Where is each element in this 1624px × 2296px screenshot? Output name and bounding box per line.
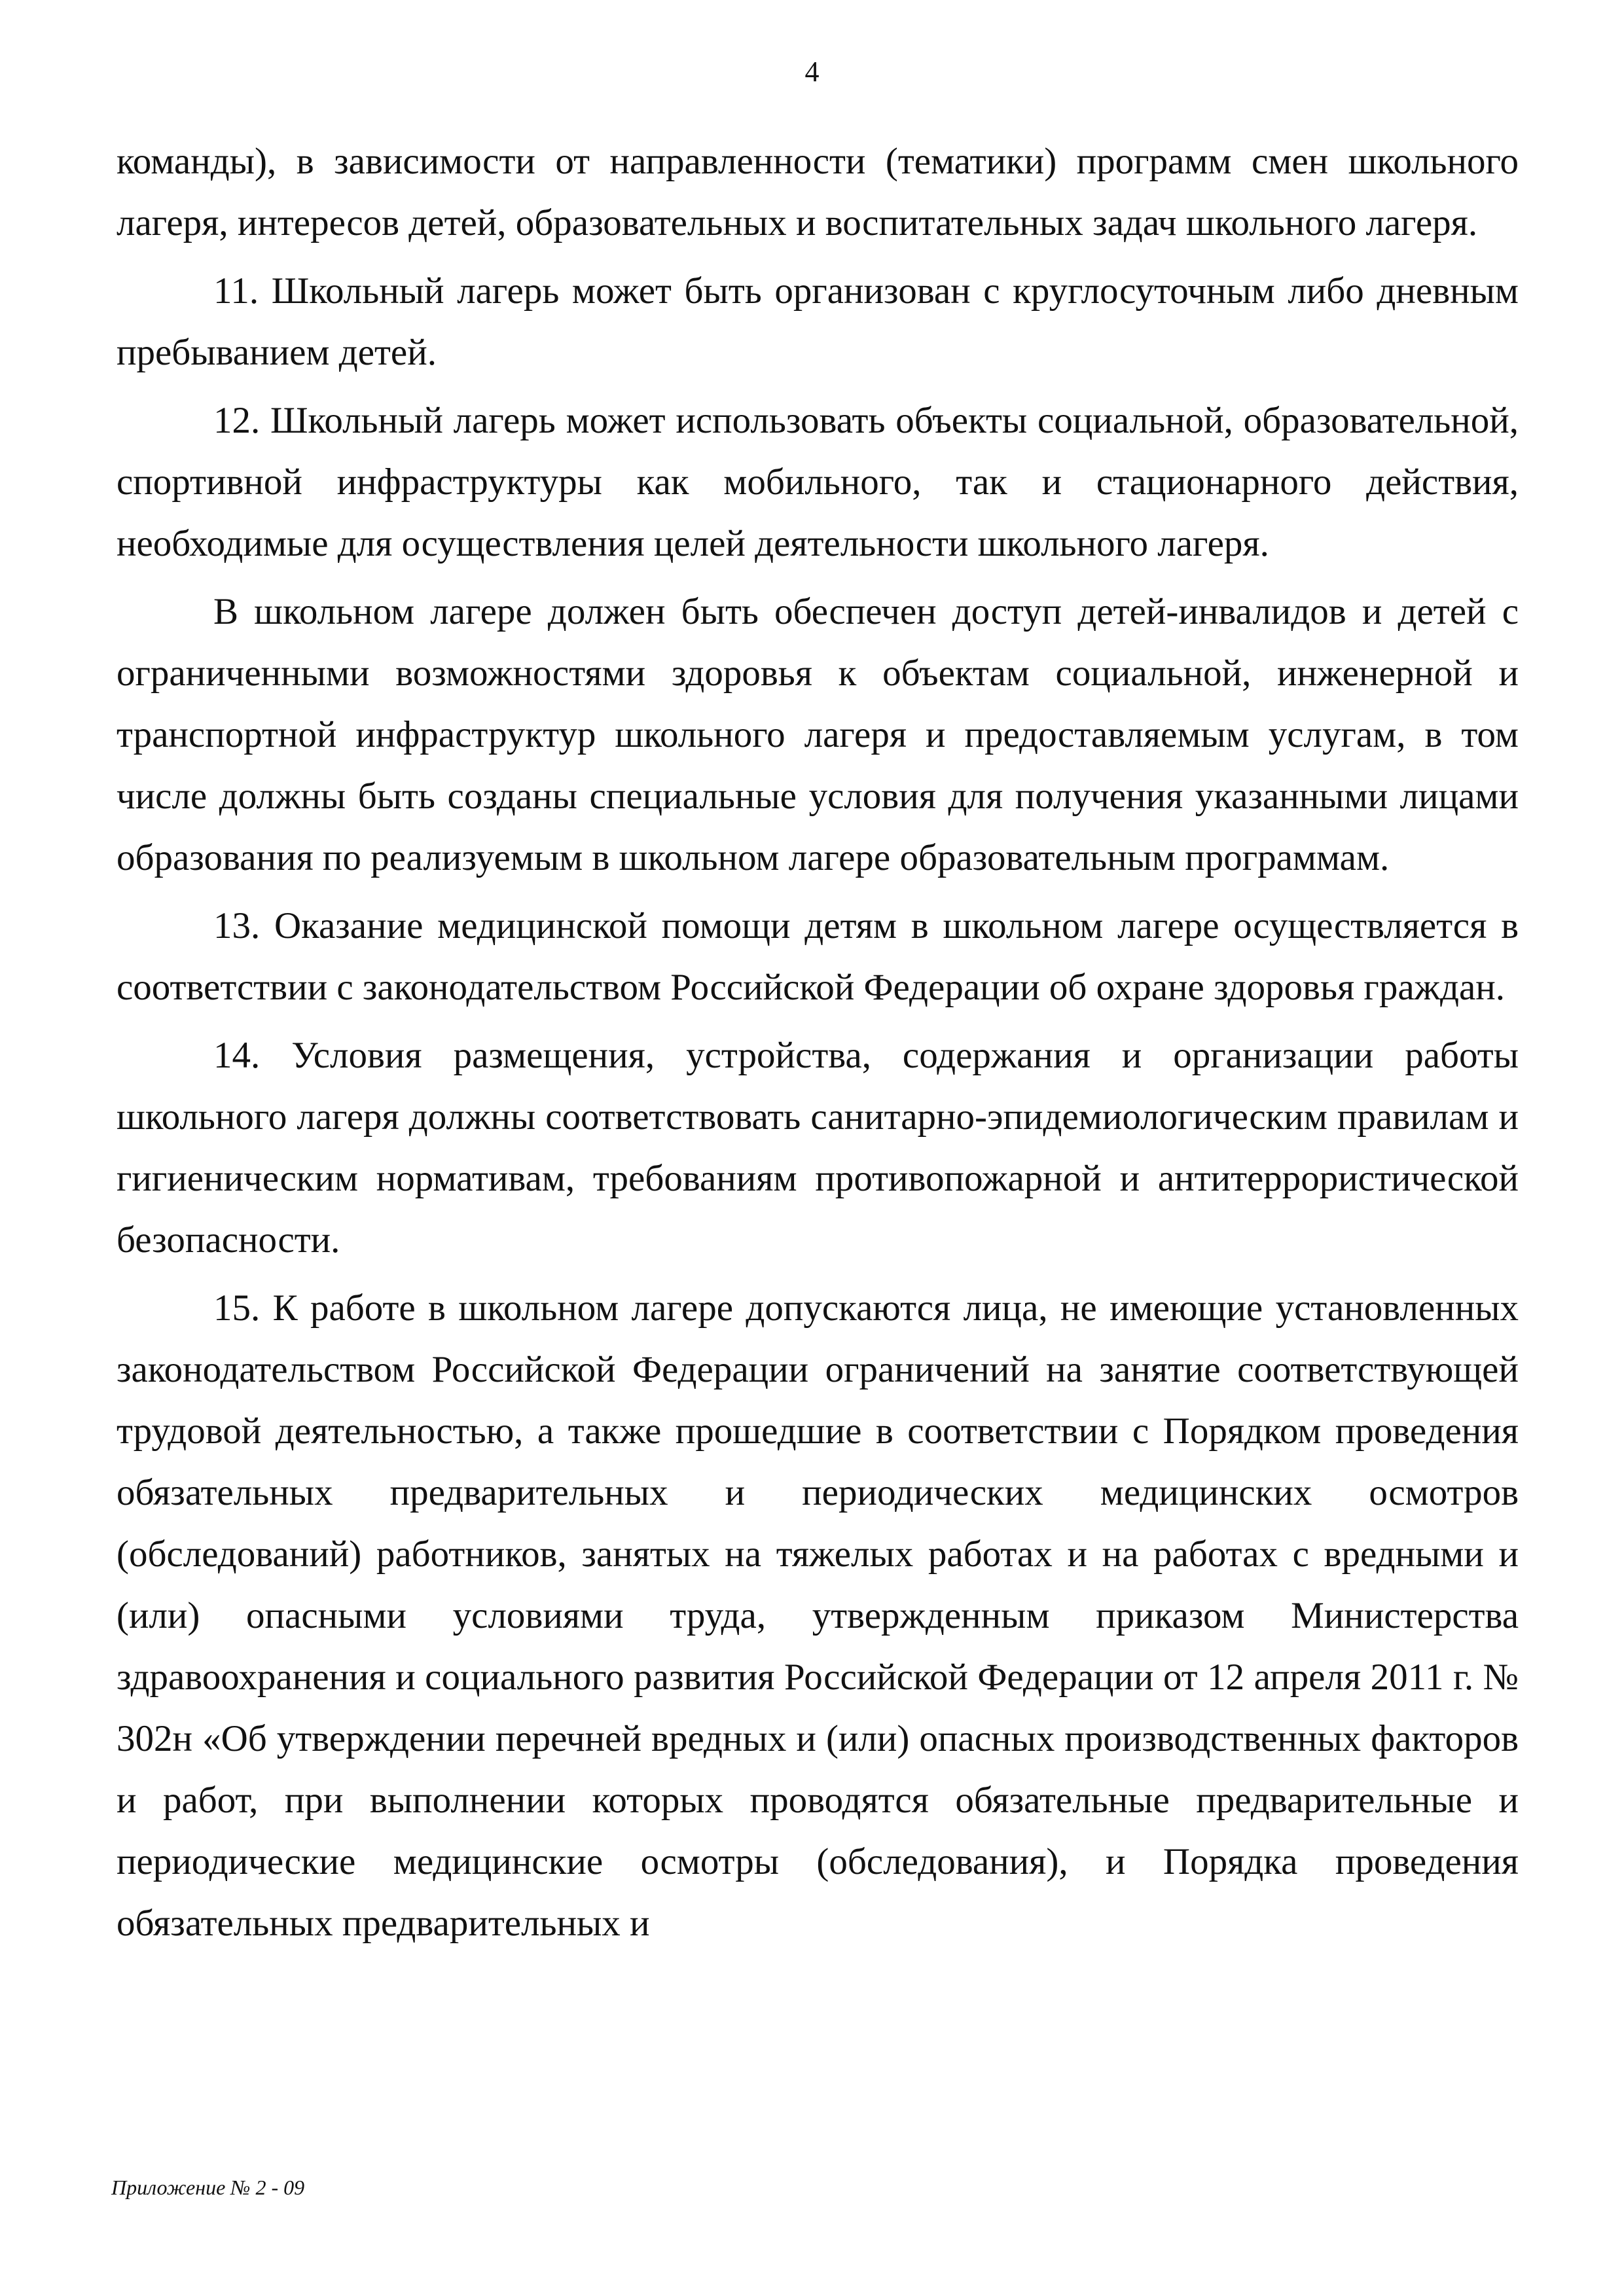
paragraph-item-13: 13. Оказание медицинской помощи детям в школьном лагере осуществляется в соответствии с законодательством Российской Федерации об охране здоровья граждан. (117, 905, 1519, 1008)
page-number: 4 (804, 56, 820, 88)
paragraph-item-14: 14. Условия размещения, устройства, содержания и организации работы школьного лагеря должны соответствовать санитарно-эпидемиологическим правилам и гигиеническим нормативам, требованиям противопожарной и антитеррористической безопасности. (117, 1035, 1519, 1261)
paragraph-continuation: команды), в зависимости от направленности (тематики) программ смен школьного лагеря, интересов детей, образовательных и воспитательных задач школьного лагеря. (117, 141, 1519, 243)
paragraph-accessibility: В школьном лагере должен быть обеспечен доступ детей-инвалидов и детей с ограниченными возможностями здоровья к объектам социальной, инженерной и транспортной инфраструктур школьного лагеря и предоставляемым услугам, в том числе должны быть созданы специальные условия для получения указанными лицами образования по реализуемым в школьном лагере образовательным программам. (117, 591, 1519, 878)
document-body (117, 131, 1519, 1954)
paragraph-item-11: 11. Школьный лагерь может быть организован с круглосуточным либо дневным пребыванием детей. (117, 270, 1519, 373)
paragraph-item-15: 15. К работе в школьном лагере допускаются лица, не имеющие установленных законодательством Российской Федерации ограничений на занятие соответствующей трудовой деятельностью, а также прошедшие в соответствии с Порядком проведения обязательных предварительных и периодических медицинских осмотров (обследований) работников, занятых на тяжелых работах и на работах с вредными и (или) опасными условиями труда, утвержденным приказом Министерства здравоохранения и социального развития Российской Федерации от 12 апреля 2011 г. № 302н «Об утверждении перечней вредных и (или) опасных производственных факторов и работ, при выполнении которых проводятся обязательные предварительные и периодические медицинские осмотры (обследования), и Порядка проведения обязательных предварительных и (117, 1287, 1519, 1944)
paragraph-item-12: 12. Школьный лагерь может использовать объекты социальной, образовательной, спортивной инфраструктуры как мобильного, так и стационарного действия, необходимые для осуществления целей деятельности школьного лагеря. (117, 400, 1519, 564)
footer-note: Приложение № 2 - 09 (111, 2176, 305, 2199)
